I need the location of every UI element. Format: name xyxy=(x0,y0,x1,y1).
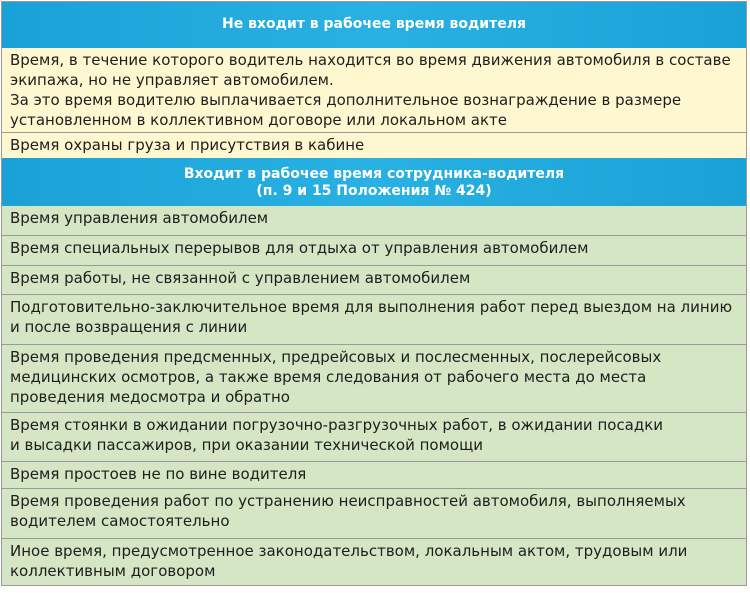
row-line: водителем самостоятельно xyxy=(10,512,230,530)
table-row xyxy=(2,488,746,538)
table-row xyxy=(2,132,746,158)
row-line: коллективным договором xyxy=(10,562,216,580)
section-1-header-text: Не входит в рабочее время водителя xyxy=(222,16,526,32)
row-line: Время, в течение которого водитель находится во время движения автомобиля в составе xyxy=(10,51,731,69)
row-line: Время работы, не связанной с управлением автомобилем xyxy=(10,269,471,287)
section-1-header xyxy=(2,2,746,48)
section-2-header xyxy=(2,158,746,206)
row-line: экипажа, но не управляет автомобилем. xyxy=(10,71,334,89)
table-row xyxy=(2,48,746,132)
section-2-header-line1: Входит в рабочее время сотрудника-водителя xyxy=(183,166,565,182)
row-line: медицинских осмотров, а также время следования от рабочего места до места xyxy=(10,368,647,386)
row-line: Подготовительно-заключительное время для выполнения работ перед выездом на линию xyxy=(10,298,733,316)
row-line: и высадки пассажиров, при оказании технической помощи xyxy=(10,436,483,454)
row-line: Время простоев не по вине водителя xyxy=(10,465,307,483)
row-line: Время проведения работ по устранению неисправностей автомобиля, выполняемых xyxy=(10,492,686,510)
row-line: Время охраны груза и присутствия в кабине xyxy=(10,136,365,154)
row-line: Время стоянки в ожидании погрузочно-разгрузочных работ, в ожидании посадки xyxy=(10,416,664,434)
table-row xyxy=(2,294,746,344)
row-line: Время проведения предсменных, предрейсовых и послесменных, послерейсовых xyxy=(10,348,662,366)
row-line: проведения медосмотра и обратно xyxy=(10,388,290,406)
table-row xyxy=(2,538,746,585)
row-line: и после возвращения с линии xyxy=(10,318,248,336)
row-line: Время управления автомобилем xyxy=(10,209,269,227)
table-row xyxy=(2,265,746,294)
row-line: За это время водителю выплачивается дополнительное вознаграждение в размере xyxy=(10,91,682,109)
driver-working-time-table xyxy=(1,1,747,586)
table-row xyxy=(2,206,746,235)
row-line: Время специальных перерывов для отдыха от управления автомобилем xyxy=(10,239,589,257)
table-row xyxy=(2,235,746,265)
section-2-header-line2: (п. 9 и 15 Положения № 424) xyxy=(256,183,492,199)
row-line: Иное время, предусмотренное законодательством, локальным актом, трудовым или xyxy=(10,542,688,560)
row-line: установленном в коллективном договоре или локальном акте xyxy=(10,111,507,129)
table-row xyxy=(2,412,746,461)
table-row xyxy=(2,344,746,412)
table-row xyxy=(2,461,746,488)
section-2-body xyxy=(2,206,746,585)
section-1-body xyxy=(2,48,746,158)
